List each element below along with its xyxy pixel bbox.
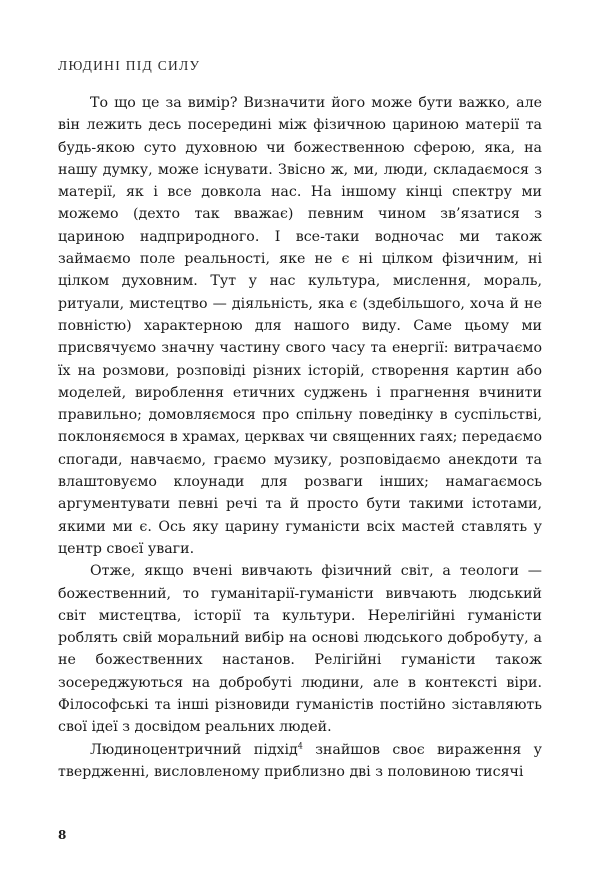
paragraph-3-start: Людиноцентричний підхід (90, 741, 298, 758)
page-number: 8 (58, 828, 67, 842)
paragraph-2: Отже, якщо вчені вивчають фізичний світ, а теологи — божественний, то гуманітарії-гуманісти вивчають людський світ мистецтва, історії та культури. Нерелігійні гуманісти роблять свій моральний вибір на основі людського добробуту, а не божественних настанов. Релігійні гуманісти також зосереджуються на добробуті людини, але в контексті віри. Філософські та інші різновиди гуманістів постійно зіставляють свої ідеї з досвідом реальних людей. (58, 563, 542, 736)
body-text (58, 92, 542, 783)
running-head: ЛЮДИНІ ПІД СИЛУ (58, 58, 201, 73)
footnote-reference[interactable]: 4 (297, 740, 303, 750)
paragraph-3-end: знайшов своє вираження у твердженні, висловленому приблизно дві з половиною тисячі (58, 741, 542, 780)
paragraph-3 (58, 739, 542, 784)
paragraph-1: То що це за вимір? Визначити його може бути важко, але він лежить десь посередині між фізичною цариною матерії та будь-якою суто духовною чи божественною сферою, яка, на нашу думку, може існувати. Звісно ж, ми, люди, складаємося з матерії, як і все довкола нас. На іншому кінці спектру ми можемо (дехто так вважає) певним чином зв’язатися з цариною надприродного. І все-таки водночас ми також займаємо поле реальності, яке не є ні цілком фізичним, ні цілком духовним. Тут у нас культура, мислення, мораль, ритуали, мистецтво — діяльність, яка є (здебільшого, хоча й не повністю) характерною для нашого виду. Саме цьому ми присвячуємо значну частину свого часу та енергії: витрачаємо їх на розмови, розповіді різних історій, створення картин або моделей, вироблення етичних суджень і прагнення вчинити правильно; домовляємося про спільну поведінку в суспільстві, поклоняємося в храмах, церквах чи священних гаях; передаємо спогади, навчаємо, граємо музику, розповідаємо анекдоти та влаштовуємо клоунади для розваги інших; намагаємось аргументувати певні речі та й просто бути такими істотами, якими ми є. Ось яку царину гуманісти всіх мастей ставлять у центр своєї уваги. (58, 95, 542, 557)
